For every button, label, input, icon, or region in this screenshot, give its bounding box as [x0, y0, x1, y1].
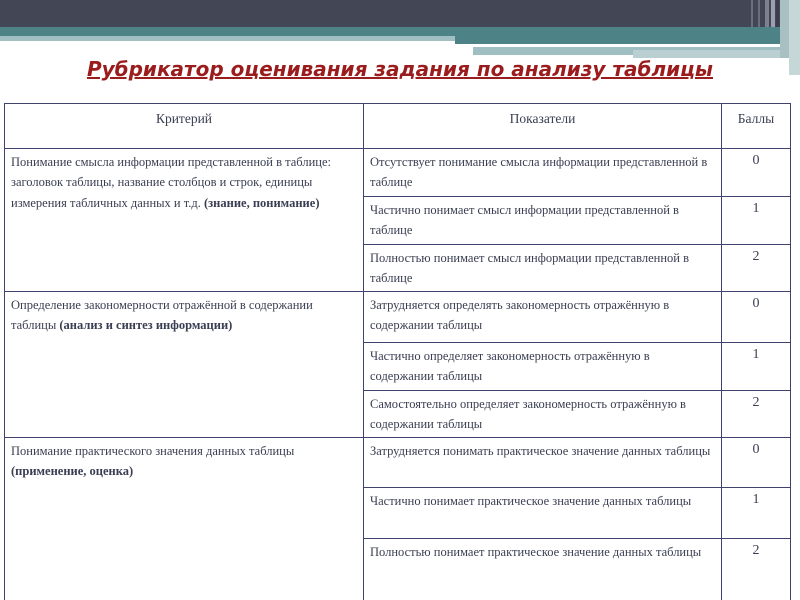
header-stripe-1 — [751, 0, 753, 27]
header-tall-stripe-1 — [780, 0, 789, 58]
criterion-cell-3 — [5, 438, 364, 600]
score-cell: 1 — [722, 196, 791, 244]
slide-title: Рубрикатор оценивания задания по анализу таблицы — [86, 57, 714, 81]
indicator-cell: Частично определяет закономерность отражённую в содержании таблицы — [364, 343, 722, 391]
table-row — [5, 149, 791, 197]
indicator-cell: Полностью понимает смысл информации представленной в таблице — [364, 244, 722, 292]
col-header-criterion: Критерий — [5, 104, 364, 149]
table-row — [5, 438, 791, 488]
criterion-text: Понимание смысла информации представленной в таблице: заголовок таблицы, название столбцов и строк, единицы измерения табличных данных и т.д. — [11, 155, 331, 210]
rubric-table — [4, 103, 791, 600]
header-stripe-5 — [776, 0, 779, 27]
score-cell: 0 — [722, 149, 791, 197]
score-cell: 1 — [722, 488, 791, 539]
criterion-bold-text: (знание, понимание) — [203, 195, 320, 210]
header-dark-bar — [0, 0, 800, 27]
score-cell: 0 — [722, 292, 791, 343]
score-cell: 1 — [722, 343, 791, 391]
indicator-cell: Отсутствует понимание смысла информации представленной в таблице — [364, 149, 722, 197]
criterion-cell-1 — [5, 149, 364, 292]
score-cell: 2 — [722, 390, 791, 438]
header-stripe-2 — [758, 0, 760, 27]
header-right-teal-block — [455, 27, 800, 44]
table-row — [5, 292, 791, 343]
table-header-row — [5, 104, 791, 149]
indicator-cell: Полностью понимает практическое значение данных таблицы — [364, 539, 722, 600]
col-header-indicators: Показатели — [364, 104, 722, 149]
criterion-text: Понимание практического значения данных таблицы — [11, 444, 295, 458]
score-cell: 2 — [722, 539, 791, 600]
header-stripe-4 — [771, 0, 775, 27]
indicator-cell: Затрудняется понимать практическое значение данных таблицы — [364, 438, 722, 488]
criterion-bold-text: (анализ и синтез информации) — [59, 318, 233, 333]
criterion-bold-text: (применение, оценка) — [11, 464, 134, 479]
indicator-cell: Частично понимает смысл информации представленной в таблице — [364, 196, 722, 244]
score-cell: 0 — [722, 438, 791, 488]
score-cell: 2 — [722, 244, 791, 292]
indicator-cell: Самостоятельно определяет закономерность отражённую в содержании таблицы — [364, 390, 722, 438]
criterion-cell-2 — [5, 292, 364, 438]
indicator-cell: Затрудняется определять закономерность отражённую в содержании таблицы — [364, 292, 722, 343]
criterion-text: Определение закономерности отражённой в содержании таблицы — [11, 298, 313, 333]
indicator-cell: Частично понимает практическое значение данных таблицы — [364, 488, 722, 539]
header-stripe-3 — [765, 0, 769, 27]
col-header-score: Баллы — [722, 104, 791, 149]
